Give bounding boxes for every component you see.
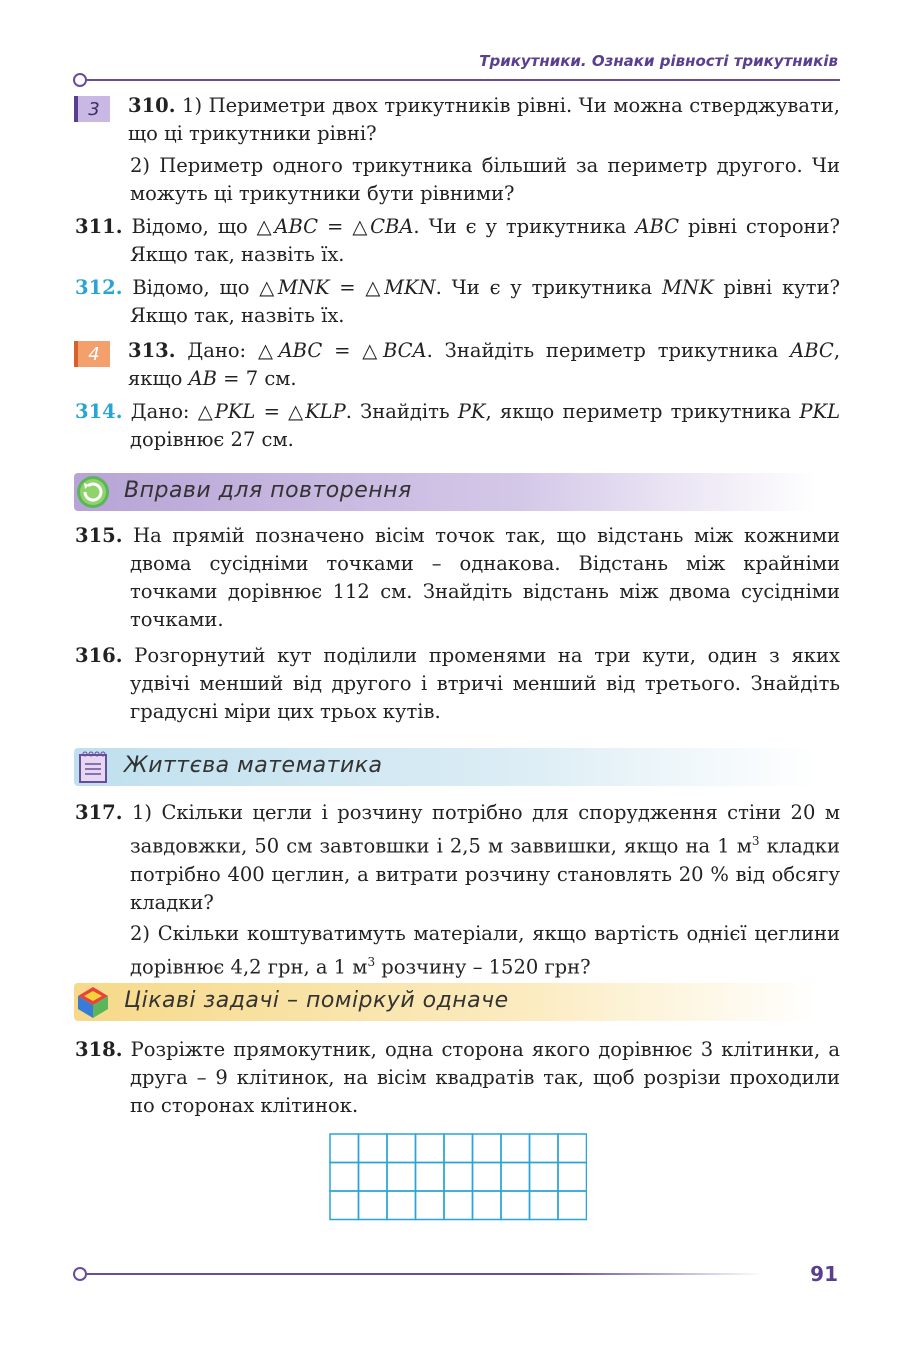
- problem-311: [75, 213, 840, 269]
- grid-cell: [501, 1163, 530, 1192]
- grid-cell: [416, 1191, 445, 1220]
- problem-310-part2-block: [75, 152, 840, 208]
- running-header: Трикутники. Ознаки рівності трикутників: [479, 52, 838, 70]
- math: MKN: [384, 276, 436, 299]
- problem-text: Розріжте прямокутник, одна сторона якого дорівнює 3 клітинки, а друга – 9 клітинок, на вісім квадратів так, щоб розрізи проходили по сторонах клітинок.: [130, 1038, 840, 1117]
- grid-cell: [530, 1163, 559, 1192]
- superscript: 3: [751, 834, 760, 848]
- section-fun-problems: [74, 983, 819, 1021]
- problem-313: [128, 337, 840, 393]
- grid-cell: [444, 1134, 473, 1163]
- math: ABC: [790, 339, 834, 362]
- grid-cell: [416, 1134, 445, 1163]
- grid-cell: [558, 1191, 587, 1220]
- math: ABC: [278, 339, 323, 362]
- grid-cell: [501, 1134, 530, 1163]
- text: = △: [318, 215, 371, 238]
- section-title: Життєва математика: [124, 753, 383, 778]
- grid-cell: [416, 1163, 445, 1192]
- text: , якщо: [128, 339, 841, 390]
- text: кладки потрібно 400 цеглин, а витрати розчину становлять 20 % від обсягу кладки?: [130, 834, 840, 914]
- math: MNK: [661, 276, 714, 299]
- header-rule-dot: [73, 73, 87, 87]
- section-life-math: [74, 748, 819, 786]
- grid-cell: [444, 1163, 473, 1192]
- header-rule: [83, 79, 840, 81]
- problem-316: [75, 642, 840, 726]
- text: розчину – 1520 грн?: [375, 955, 591, 978]
- grid-cell: [530, 1191, 559, 1220]
- problem-number: 310.: [128, 94, 176, 117]
- text: Дано: △: [130, 400, 215, 423]
- cube-icon: [76, 985, 110, 1019]
- grid-cell: [473, 1163, 502, 1192]
- level-badge-4: 4: [74, 341, 110, 367]
- grid-cell: [501, 1191, 530, 1220]
- problem-315: [75, 522, 840, 634]
- page-number: 91: [810, 1262, 838, 1286]
- problem-310-part2: 2) Периметр одного трикутника більший за периметр другого. Чи можуть ці трикутники бути рівними?: [130, 154, 840, 205]
- problem-317-part2: [75, 920, 840, 982]
- text: = △: [255, 400, 306, 423]
- math: ABC: [274, 215, 319, 238]
- problem-number: 318.: [75, 1038, 123, 1061]
- superscript: 3: [367, 954, 376, 969]
- grid-cell: [558, 1163, 587, 1192]
- grid-cell: [473, 1134, 502, 1163]
- problem-317: [75, 799, 840, 981]
- problem-number: 311.: [75, 215, 123, 238]
- text: рівні кути? Якщо так, назвіть їх.: [130, 276, 841, 327]
- problem-310: [128, 92, 840, 148]
- grid-cell: [330, 1191, 359, 1220]
- math: CBA: [370, 215, 414, 238]
- text: 1) Скільки цегли і розчину потрібно для спорудження стіни 20 м завдовжки, 50 см завтовшки і 2,5 м заввишки, якщо на 1 м: [130, 801, 840, 858]
- problem-number: 312.: [75, 276, 123, 299]
- math: PKL: [799, 400, 841, 423]
- text: рівні сторони? Якщо так, назвіть їх.: [130, 215, 841, 266]
- grid-cell: [444, 1191, 473, 1220]
- math: ABC: [635, 215, 680, 238]
- grid-cell: [359, 1163, 388, 1192]
- grid-cell: [359, 1191, 388, 1220]
- text: Відомо, що △: [132, 276, 278, 299]
- text: . Чи є у трикутника: [435, 276, 662, 299]
- grid-cell: [473, 1191, 502, 1220]
- problem-text: Розгорнутий кут поділили променями на три кути, один з яких удвічі менший від другого і втричі менший від третього. Знайдіть градусні міри цих трьох кутів.: [130, 644, 840, 723]
- math: AB: [188, 367, 217, 390]
- math: PKL: [214, 400, 256, 423]
- level-badge-3: 3: [74, 96, 110, 122]
- problem-314: [75, 398, 840, 454]
- problem-number: 314.: [75, 400, 123, 423]
- math: KLP: [305, 400, 346, 423]
- grid-cell: [530, 1134, 559, 1163]
- section-repeat: [74, 473, 819, 511]
- section-title: Цікаві задачі – поміркуй одначе: [124, 988, 509, 1013]
- text: . Знайдіть: [345, 400, 458, 423]
- text: 2) Скільки коштуватимуть матеріали, якщо вартість однієї цеглини дорівнює 4,2 грн, а 1 м: [130, 921, 840, 978]
- math: BCA: [382, 339, 427, 362]
- problem-number: 316.: [75, 644, 123, 667]
- text: = △: [329, 276, 385, 299]
- grid-cell: [387, 1134, 416, 1163]
- grid-cell: [558, 1134, 587, 1163]
- problem-318: [75, 1036, 840, 1120]
- text: Дано: △: [187, 339, 279, 362]
- refresh-icon: [76, 475, 110, 509]
- text: = △: [322, 339, 383, 362]
- problem-310-part1: 1) Периметри двох трикутників рівні. Чи можна стверджувати, що ці трикутники рівні?: [128, 94, 841, 145]
- grid-cell: [330, 1163, 359, 1192]
- problem-number: 313.: [128, 339, 176, 362]
- problem-312: [75, 274, 840, 330]
- text: = 7 см.: [216, 367, 297, 390]
- grid-cell: [330, 1134, 359, 1163]
- footer-rule: [83, 1273, 763, 1275]
- problem-number: 315.: [75, 524, 123, 547]
- text: . Знайдіть периметр трикутника: [426, 339, 791, 362]
- math: PK: [457, 400, 486, 423]
- grid-rectangle-figure: [329, 1133, 587, 1221]
- text: дорівнює 27 см.: [130, 428, 294, 451]
- footer-rule-dot: [73, 1267, 87, 1281]
- text: , якщо периметр трикутника: [485, 400, 800, 423]
- grid-cell: [359, 1134, 388, 1163]
- notepad-icon: [76, 750, 110, 784]
- text: . Чи є у трикутника: [413, 215, 636, 238]
- problem-text: На прямій позначено вісім точок так, що відстань між кожними двома сусідніми точками – однакова. Відстань між крайніми точками дорівнює 112 см. Знайдіть відстань між двома сусідніми точками.: [130, 524, 841, 631]
- section-title: Вправи для повторення: [124, 478, 412, 503]
- text: Відомо, що △: [131, 215, 275, 238]
- problem-number: 317.: [75, 801, 123, 824]
- math: MNK: [277, 276, 330, 299]
- grid-cell: [387, 1163, 416, 1192]
- grid-cell: [387, 1191, 416, 1220]
